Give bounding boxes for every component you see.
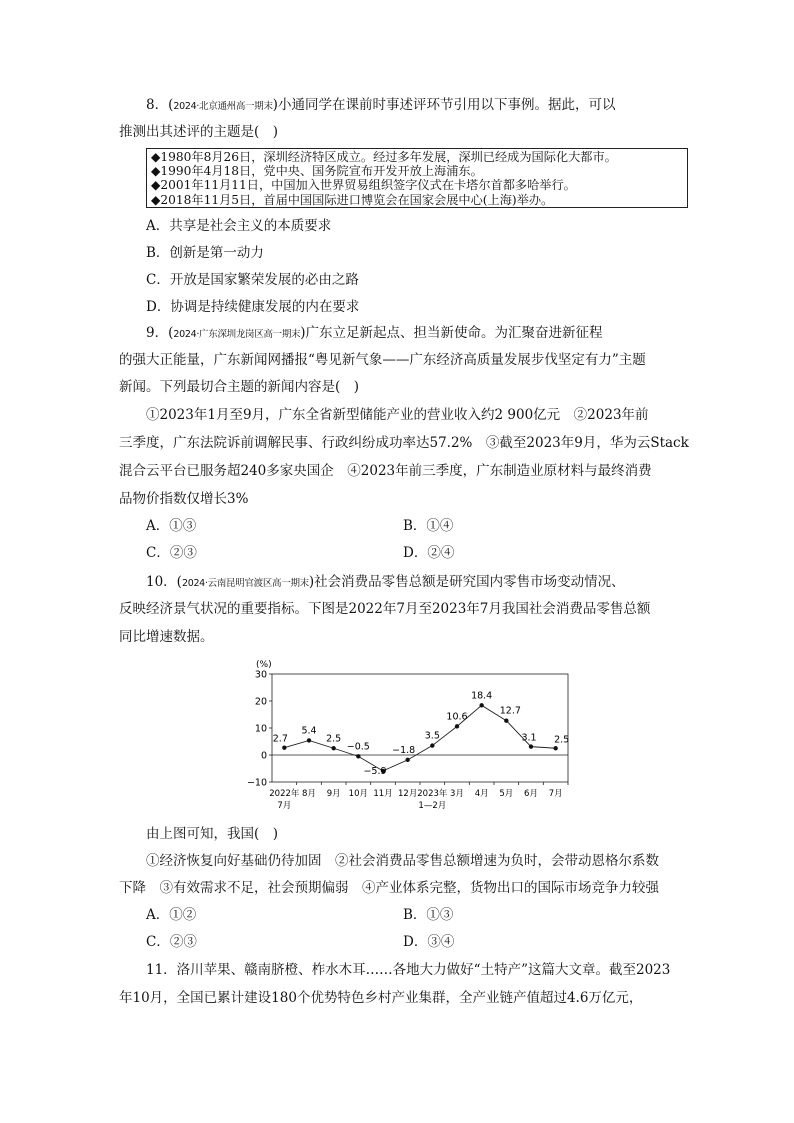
q8-event-box: [146, 148, 688, 208]
q10-option-b[interactable]: B．①③: [403, 907, 454, 923]
chart-data-labels: [273, 690, 569, 777]
q9-stem-text: )广东立足新起点、担当新使命。为汇聚奋进新征程: [300, 325, 603, 341]
q10-stem-line-3: 同比增速数据。: [119, 629, 214, 645]
data-point: [504, 719, 508, 723]
q8-option-d[interactable]: D．协调是持续健康发展的内在要求: [146, 299, 360, 315]
data-point: [307, 738, 311, 742]
chart-x-ticks: [269, 782, 568, 811]
q9-stem-line-3: 新闻。下列最切合主题的新闻内容是( ): [119, 379, 360, 395]
x-tick-label: 5月: [499, 789, 514, 799]
q10-stem-text: )社会消费品零售总额是研究国内零售市场变动情况、: [308, 574, 625, 590]
data-label: 2.5: [554, 734, 570, 746]
q8-event-1: ◆1980年8月26日，深圳经济特区成立。经过多年发展，深圳已经成为国际化大都市。: [151, 150, 617, 164]
data-label: 2.5: [326, 733, 342, 745]
data-label: 3.5: [424, 730, 440, 742]
y-tick-label: 0: [260, 750, 267, 762]
q11-line-2: 年10月，全国已累计建设180个优势特色乡村产业集群，全产业链产值超过4.6万亿元，: [119, 990, 643, 1006]
q8-event-4: ◆2018年11月5日，首届中国国际进口博览会在国家会展中心(上海)举办。: [151, 192, 554, 207]
q10-option-c[interactable]: C．②③: [146, 934, 197, 950]
q8-option-a[interactable]: A．共享是社会主义的本质要求: [146, 218, 332, 234]
q8-stem-line-2: 推测出其述评的主题是( ): [119, 124, 279, 140]
q8-option-c[interactable]: C．开放是国家繁荣发展的必由之路: [146, 272, 359, 288]
q9-body-line-4: 品物价指数仅增长3%: [119, 491, 249, 507]
data-point: [331, 746, 335, 750]
data-label: −0.5: [346, 741, 370, 753]
data-point: [282, 746, 286, 750]
data-label: 5.4: [301, 725, 317, 737]
q10-option-d[interactable]: D．③④: [403, 934, 455, 950]
data-label: 2.7: [272, 733, 288, 745]
q9-option-b[interactable]: B．①④: [403, 518, 454, 534]
q9-body-line-1: ①2023年1月至9月，广东全省新型储能产业的营业收入约2 900亿元 ②2023年前: [146, 407, 649, 423]
data-label: −1.8: [392, 744, 416, 756]
q8-option-b[interactable]: B．创新是第一动力: [146, 245, 264, 261]
data-point: [405, 758, 409, 762]
x-tick-label: 1—2月: [418, 801, 447, 811]
q8-event-3: ◆2001年11月11日，中国加入世界贸易组织签字仪式在卡塔尔首都多哈举行。: [151, 178, 576, 193]
q8-source-tag: 2024·北京通州高一期末: [173, 101, 273, 112]
data-label: 3.1: [521, 732, 537, 744]
x-tick-label: 2022年: [269, 789, 300, 799]
chart-y-unit: (%): [256, 660, 272, 670]
y-tick-label: 20: [254, 696, 267, 708]
q9-option-c[interactable]: C．②③: [146, 545, 197, 561]
x-tick-label: 9月: [326, 789, 341, 799]
q9-stem-line-2: 的强大正能量，广东新闻网播报“粤见新气象——广东经济高质量发展步伐坚定有力”主题: [119, 352, 646, 368]
retail-sales-growth-chart: [240, 652, 580, 817]
q10-body-line-1: ①经济恢复向好基础仍待加固 ②社会消费品零售总额增速为负时，会带动恩格尔系数: [146, 853, 659, 869]
data-label: 12.7: [499, 705, 521, 717]
q9-option-d[interactable]: D．②④: [403, 545, 455, 561]
q10-number: 10．(: [146, 574, 182, 590]
q8-event-2: ◆1990年4月18日，党中央、国务院宣布开发开放上海浦东。: [151, 164, 483, 179]
q10-question-line: 由上图可知，我国( ): [146, 826, 279, 842]
q10-stem-line-1: [146, 572, 625, 594]
data-point: [479, 703, 483, 707]
x-tick-label: 4月: [474, 789, 489, 799]
y-tick-label: 30: [254, 669, 267, 681]
q11-line-1: 11．洛川苹果、赣南脐橙、柞水木耳……各地大力做好“土特产”这篇大文章。截至2023: [146, 962, 671, 978]
y-tick-label: 10: [254, 723, 267, 735]
x-tick-label: 3月: [450, 789, 464, 799]
q9-body-line-3: 混合云平台已服务超240多家央国企 ④2023年前三季度，广东制造业原材料与最终消费: [119, 463, 652, 479]
data-point: [529, 744, 533, 748]
x-tick-label: 7月: [548, 789, 563, 799]
x-tick-label: 7月: [277, 801, 292, 811]
data-label: −5.9: [363, 765, 387, 777]
y-tick-label: −10: [246, 777, 267, 789]
data-label: 10.6: [446, 711, 468, 723]
q9-body-line-2: 三季度，广东法院诉前调解民事、行政纠纷成功率达57.2% ③截至2023年9月，华为云Stack: [119, 435, 689, 451]
data-point: [553, 746, 557, 750]
q10-stem-line-2: 反映经济景气状况的重要指标。下图是2022年7月至2023年7月我国社会消费品零售总额: [119, 601, 651, 617]
q10-option-a[interactable]: A．①②: [146, 907, 197, 923]
x-tick-label: 10月: [348, 789, 368, 799]
x-tick-label: 12月: [398, 789, 418, 799]
q9-source-tag: 2024·广东深圳龙岗区高一期末: [173, 329, 301, 340]
x-tick-label: 2023年: [417, 789, 448, 799]
x-tick-label: 6月: [524, 789, 538, 799]
data-point: [455, 724, 459, 728]
x-tick-label: 8月: [302, 789, 316, 799]
x-tick-label: 11月: [373, 789, 393, 799]
chart-y-ticks: [247, 670, 272, 789]
q9-option-a[interactable]: A．①③: [146, 518, 197, 534]
q8-number: 8．(: [146, 97, 174, 113]
q9-number: 9．(: [146, 325, 174, 341]
q8-stem-text: )小通同学在课前时事述评环节引用以下事例。据此，可以: [272, 97, 616, 113]
q8-stem-line-1: [146, 95, 615, 117]
q9-stem-line-1: [146, 323, 603, 345]
data-point: [430, 743, 434, 747]
q10-source-tag: 2024·云南昆明官渡区高一期末: [181, 578, 309, 589]
data-label: 18.4: [471, 690, 493, 702]
data-point: [356, 754, 360, 758]
q10-body-line-2: 下降 ③有效需求不足，社会预期偏弱 ④产业体系完整，货物出口的国际市场竞争力较强: [119, 880, 659, 896]
